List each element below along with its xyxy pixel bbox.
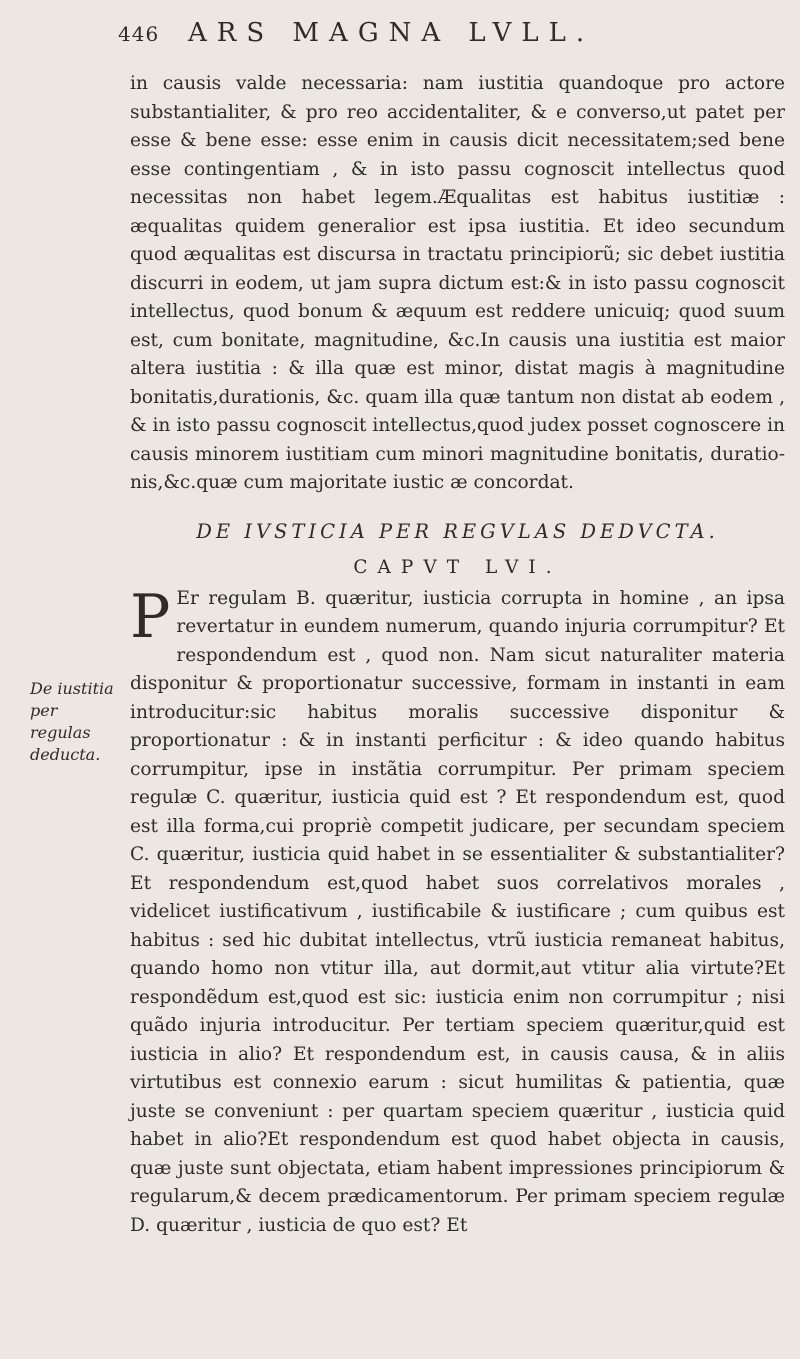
body-text: [130, 70, 785, 1240]
paragraph-text: Er regulam B. quæritur, iusticia corrupta in homine , an ipsa revertatur in eundem numerum, quando injuria corrumpitur? Et respondendum est , quod non. Nam sicut naturaliter materia disponitur & proportionatur successive, formam in instanti in eam introducitur:sic habitus moralis successive disponitur & proportionatur : & in instanti perficitur : & ideo quando habitus corrumpitur, ipse in instãtia corrumpitur. Per primam speciem regulæ C. quæritur, iusticia quid est ? Et respondendum est, quod est illa forma,cui propriè competit judicare, per secundam speciem C. quæritur, iusticia quid habet in se essentialiter & substantialiter?Et respondendum est,quod habet suos correlativos morales , videlicet iustificativum , iustificabile & iustificare ; cum quibus est habitus : sed hic dubitat intellectus, vtrũ iusticia remaneat habitus, quando homo non vtitur illa, aut dormit,aut vtitur alia virtute?Et respondẽdum est,quod est sic: iusticia enim non corrumpitur ; nisi quãdo injuria introducitur. Per tertiam speciem quæritur,quid est iusticia in alio? Et respondendum est, in causis causa, & in aliis virtutibus est connexio earum : sicut humilitas & patientia, quæ juste se conveniunt : per quartam speciem quæritur , iusticia quid habet in alio?Et respondendum est quod habet objecta in causis, quæ juste sunt objectata, etiam habent impressiones principiorum & regularum,& decem prædicamentorum. Per primam speciem regulæ D. quæritur , iusticia de quo est? Et: [130, 587, 785, 1236]
running-title: ARS MAGNA LVLL.: [188, 18, 595, 48]
running-head: [118, 18, 718, 58]
paragraph-chapter: [130, 581, 785, 1241]
chapter-label: CAPVT LVI.: [353, 557, 562, 578]
drop-cap: P: [130, 581, 171, 652]
paragraph: in causis valde necessaria: nam iustitia quandoque pro actore substantialiter, & pro reo accidentaliter, & e converso,ut patet per esse & bene esse: esse enim in causis dicit necessitatem;sed bene esse contingentiam , & in isto passu cognoscit intellectus quod necessitas non habet legem.Æqualitas est habitus iustitiæ : æqualitas quidem generalior est ipsa iustitia. Et ideo secundum quod æqualitas est discursa in tractatu principiorũ; sic debet iustitia discurri in eodem, ut jam supra dictum est:& in isto passu cognoscit intellectus, quod bonum & æquum est reddere unicuiq; quod suum est, cum bonitate, magnitudine, &c.In causis una iustitia est maior altera iustitia : & illa quæ est minor, distat magis à magnitudine bonitatis,durationis, &c. quam illa quæ tantum non distat ab eodem , & in isto passu cognoscit intellectus,quod judex posset cognoscere in causis minorem iustitiam cum minori magnitudine bonitatis, duratio-nis,&c.quæ cum majoritate iustic æ concordat.: [130, 73, 785, 493]
section-heading: DE IVSTICIA PER REGVLAS DEDVCTA.: [196, 519, 719, 543]
page-number: 446: [118, 22, 160, 46]
margin-note: De iustitia per regulas deducta.: [30, 679, 114, 764]
